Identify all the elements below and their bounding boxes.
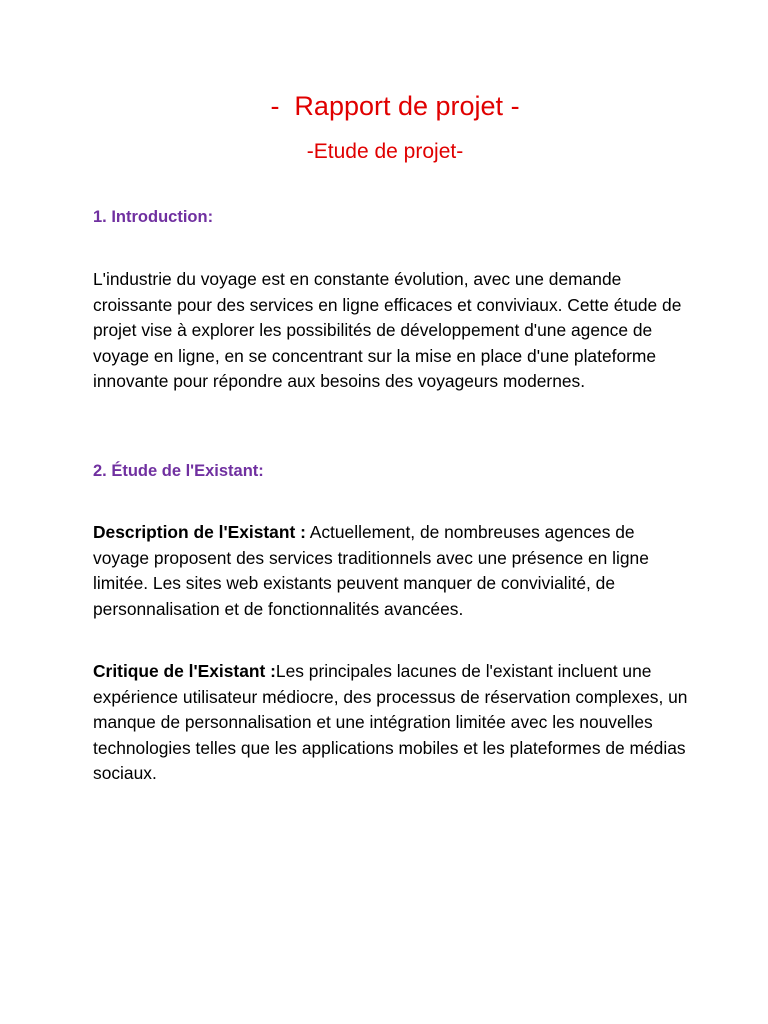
description-existant-paragraph [93, 520, 693, 622]
description-existant-label: Description de l'Existant : [93, 522, 306, 542]
introduction-paragraph [93, 267, 693, 395]
critique-existant-text: Les principales lacunes de l'existant incluent une expérience utilisateur médiocre, des processus de réservation complexes, un manque de personnalisation et une intégration limitée avec les nouvelles technologies telles que les applications mobiles et les plateformes de médias sociaux. [93, 661, 688, 784]
introduction-paragraph-text: L'industrie du voyage est en constante évolution, avec une demande croissante pour des services en ligne efficaces et conviviaux. Cette étude de projet vise à explorer les possibilités de développement d'une agence de voyage en ligne, en se concentrant sur la mise en place d'une plateforme innovante pour répondre aux besoins des voyageurs modernes. [93, 269, 682, 392]
section-heading-existant: 2. Étude de l'Existant: [93, 462, 264, 480]
section-heading-introduction: 1. Introduction: [93, 208, 214, 226]
critique-existant-paragraph [93, 659, 693, 787]
document-title: - Rapport de projet - [270, 91, 520, 121]
description-existant-text: Actuellement, de nombreuses agences de voyage proposent des services traditionnels avec une présence en ligne limitée. Les sites web existants peuvent manquer de convivialité, de personnalisation et de fonctionnalités avancées. [93, 522, 649, 619]
critique-existant-label: Critique de l'Existant : [93, 661, 276, 681]
document-subtitle: -Etude de projet- [306, 140, 464, 163]
